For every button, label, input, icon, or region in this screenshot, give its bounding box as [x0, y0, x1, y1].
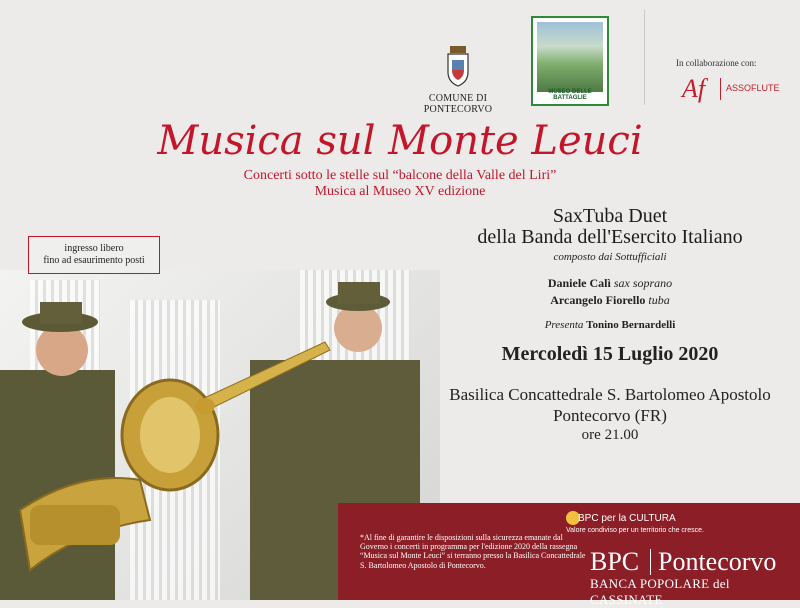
presenta-label: Presenta	[544, 319, 584, 331]
page-title: Musica sul Monte Leuci	[157, 118, 643, 164]
event-date: Mercoledì 15 Luglio 2020	[501, 343, 719, 365]
bpc-pontecorvo-text: Pontecorvo	[658, 547, 777, 576]
performer-instrument: tuba	[648, 293, 670, 307]
event-time: ore 21.00	[581, 427, 639, 443]
venue-city: Pontecorvo (FR)	[553, 406, 667, 425]
sponsor-footer	[338, 503, 800, 607]
museo-painting-image	[537, 22, 603, 92]
ingresso-line-1: ingresso libero	[64, 243, 124, 254]
ingresso-line-2: fino ad esaurimento posti	[43, 255, 145, 266]
comune-crest-icon	[440, 44, 476, 88]
collab-label: In collaborazione con:	[676, 58, 757, 68]
performer-name: Arcangelo Fiorello	[550, 293, 646, 307]
event-details	[420, 205, 800, 444]
assoflute-label: ASSOFLUTE	[726, 83, 780, 93]
venue-name: Basilica Concattedrale S. Bartolomeo Apostolo	[449, 385, 771, 404]
bpc-tagline: Valore condiviso per un territorio che cresce.	[566, 527, 704, 534]
ensemble-subtitle: della Banda dell'Esercito Italiano	[477, 226, 743, 248]
bpc-banca-name: BANCA POPOLARE del CASSINATE	[590, 576, 730, 607]
performer-row	[420, 275, 800, 292]
subtitle-2: Musica al Museo XV edizione	[314, 184, 486, 199]
composed-note: composto dai Sottufficiali	[553, 251, 667, 263]
ingresso-box	[28, 236, 160, 274]
venue-block	[420, 384, 800, 426]
presenter-line	[420, 319, 800, 331]
ensemble-name: SaxTuba Duet	[552, 205, 668, 227]
museo-logo	[531, 16, 609, 106]
bpc-cultura-label: BPC per la CULTURA	[578, 513, 676, 524]
footer-note: *Al fine di garantire le disposizioni sulla sicurezza emanate dal Governo i concerti in programma per l'edizione 2020 della rassegna “Musica sul Monte Leuci” si terranno presso la Basilica Concattedrale S. Bartolomeo Apostolo di Pontecorvo.	[360, 533, 586, 570]
header-divider	[644, 10, 645, 105]
comune-label: COMUNE DI PONTECORVO	[423, 93, 493, 115]
performers-list	[420, 275, 800, 309]
assoflute-divider	[720, 78, 721, 100]
performer-row	[420, 292, 800, 309]
subtitle-1: Concerti sotto le stelle sul “balcone della Valle del Liri”	[243, 168, 557, 183]
museo-label: MUSEO DELLE BATTAGLIE	[548, 89, 592, 101]
presenter-name: Tonino Bernardelli	[586, 319, 676, 331]
performer-instrument: sax soprano	[613, 276, 673, 290]
assoflute-logo-mark: Af	[682, 74, 706, 103]
bpc-logo-text: BPC	[590, 547, 640, 576]
performer-name: Daniele Calì	[547, 276, 611, 290]
bpc-divider	[650, 549, 651, 575]
